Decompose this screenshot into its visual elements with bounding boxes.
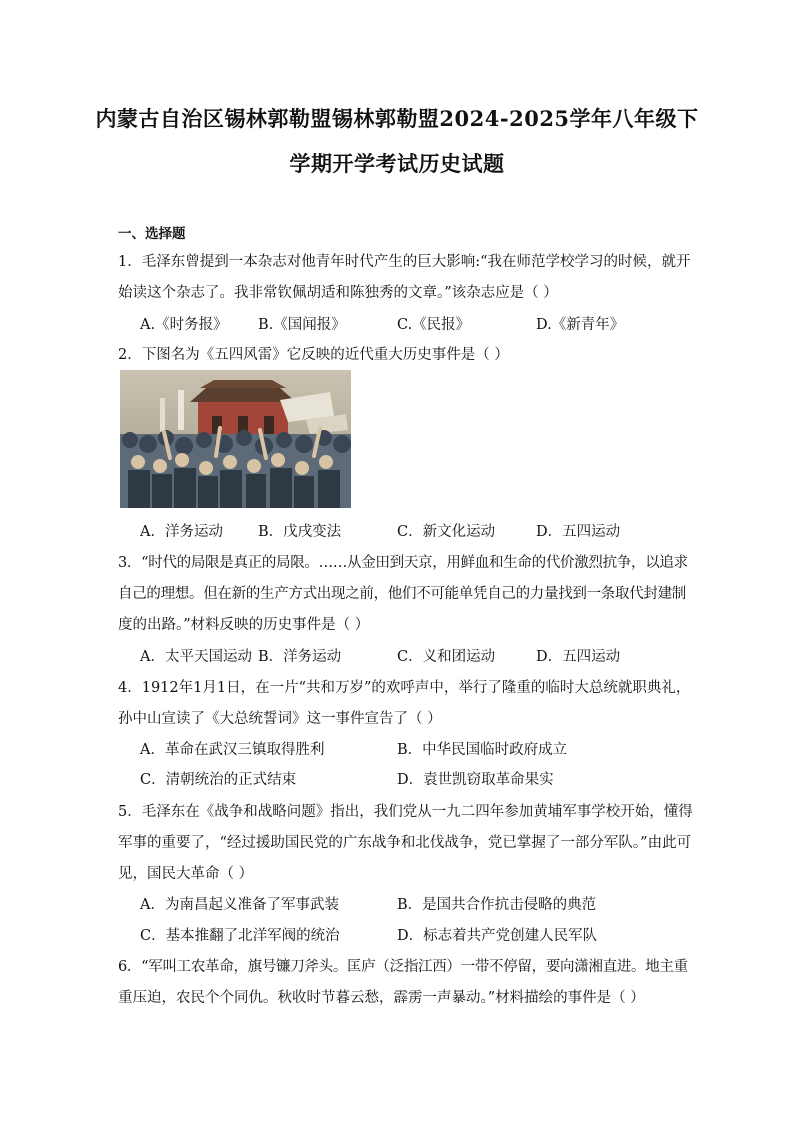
question-1-option-a: A.《时务报》 [140,317,228,333]
question-3-text-line-2: 自己的理想。但在新的生产方式出现之前，他们不可能单凭自己的力量找到一条取代封建制 [118,586,686,602]
question-4-text-line-2: 孙中山宣读了《大总统誓词》这一事件宣告了（ ） [118,711,442,727]
question-5-text-line-1: 5．毛泽东在《战争和战略问题》指出，我们党从一九二四年参加黄埔军事学校开始，懂得 [118,804,693,820]
question-3-option-d: D．五四运动 [536,649,621,665]
question-2-option-a: A．洋务运动 [140,524,223,540]
question-4-option-c: C．清朝统治的正式结束 [140,772,297,788]
question-1-text-line-2: 始读这个杂志了。我非常钦佩胡适和陈独秀的文章。”该杂志应是（ ） [118,285,558,301]
section-heading: 一、选择题 [118,226,186,242]
exam-title-line-2: 学期开学考试历史试题 [289,151,505,176]
question-6-text-line-1: 6．“军叫工农革命，旗号镰刀斧头。匡庐（泛指江西）一带不停留，要向潇湘直进。地主重 [118,959,688,975]
question-5-option-c: C．基本推翻了北洋军阀的统治 [140,928,340,944]
question-5-text-line-2: 军事的重要了，“经过援助国民党的广东战争和北伐战争，党已掌握了一部分军队。”由此可 [118,835,692,851]
question-3-option-b: B．洋务运动 [258,649,342,665]
question-6-text-line-2: 重压迫，农民个个同仇。秋收时节暮云愁，霹雳一声暴动。”材料描绘的事件是（ ） [118,990,645,1006]
question-3-option-a: A．太平天国运动 [140,649,252,665]
painting-illustration [120,370,351,508]
question-5-text-line-3: 见，国民大革命（ ） [118,866,254,882]
question-1-option-c: C.《民报》 [397,317,471,333]
question-2-option-d: D．五四运动 [536,524,621,540]
question-2-text-line-1: 2．下图名为《五四风雷》它反映的近代重大历史事件是（ ） [118,347,509,363]
question-4-option-b: B．中华民国临时政府成立 [397,742,568,758]
may-fourth-painting [120,370,351,508]
question-2-option-c: C．新文化运动 [397,524,496,540]
question-5-option-a: A．为南昌起义准备了军事武装 [140,897,339,913]
question-2-option-b: B．戊戌变法 [258,524,342,540]
question-1-option-b: B.《国闻报》 [258,317,346,333]
question-1-text-line-1: 1．毛泽东曾提到一本杂志对他青年时代产生的巨大影响:“我在师范学校学习的时候，就开 [118,254,691,270]
question-3-text-line-1: 3．“时代的局限是真正的局限。……从金田到天京，用鲜血和生命的代价激烈抗争，以追求 [118,555,688,571]
question-1-option-d: D.《新青年》 [536,317,625,333]
question-4-text-line-1: 4．1912年1月1日，在一片“共和万岁”的欢呼声中，举行了隆重的临时大总统就职典礼， [118,680,691,696]
question-5-option-d: D．标志着共产党创建人民军队 [397,928,598,944]
exam-title-line-1: 内蒙古自治区锡林郭勒盟锡林郭勒盟2024-2025学年八年级下 [95,106,699,131]
question-4-option-d: D．袁世凯窃取革命果实 [397,772,554,788]
question-5-option-b: B．是国共合作抗击侵略的典范 [397,897,597,913]
question-4-option-a: A．革命在武汉三镇取得胜利 [140,742,325,758]
question-3-option-c: C．义和团运动 [397,649,496,665]
question-3-text-line-3: 度的出路。”材料反映的历史事件是（ ） [118,617,370,633]
